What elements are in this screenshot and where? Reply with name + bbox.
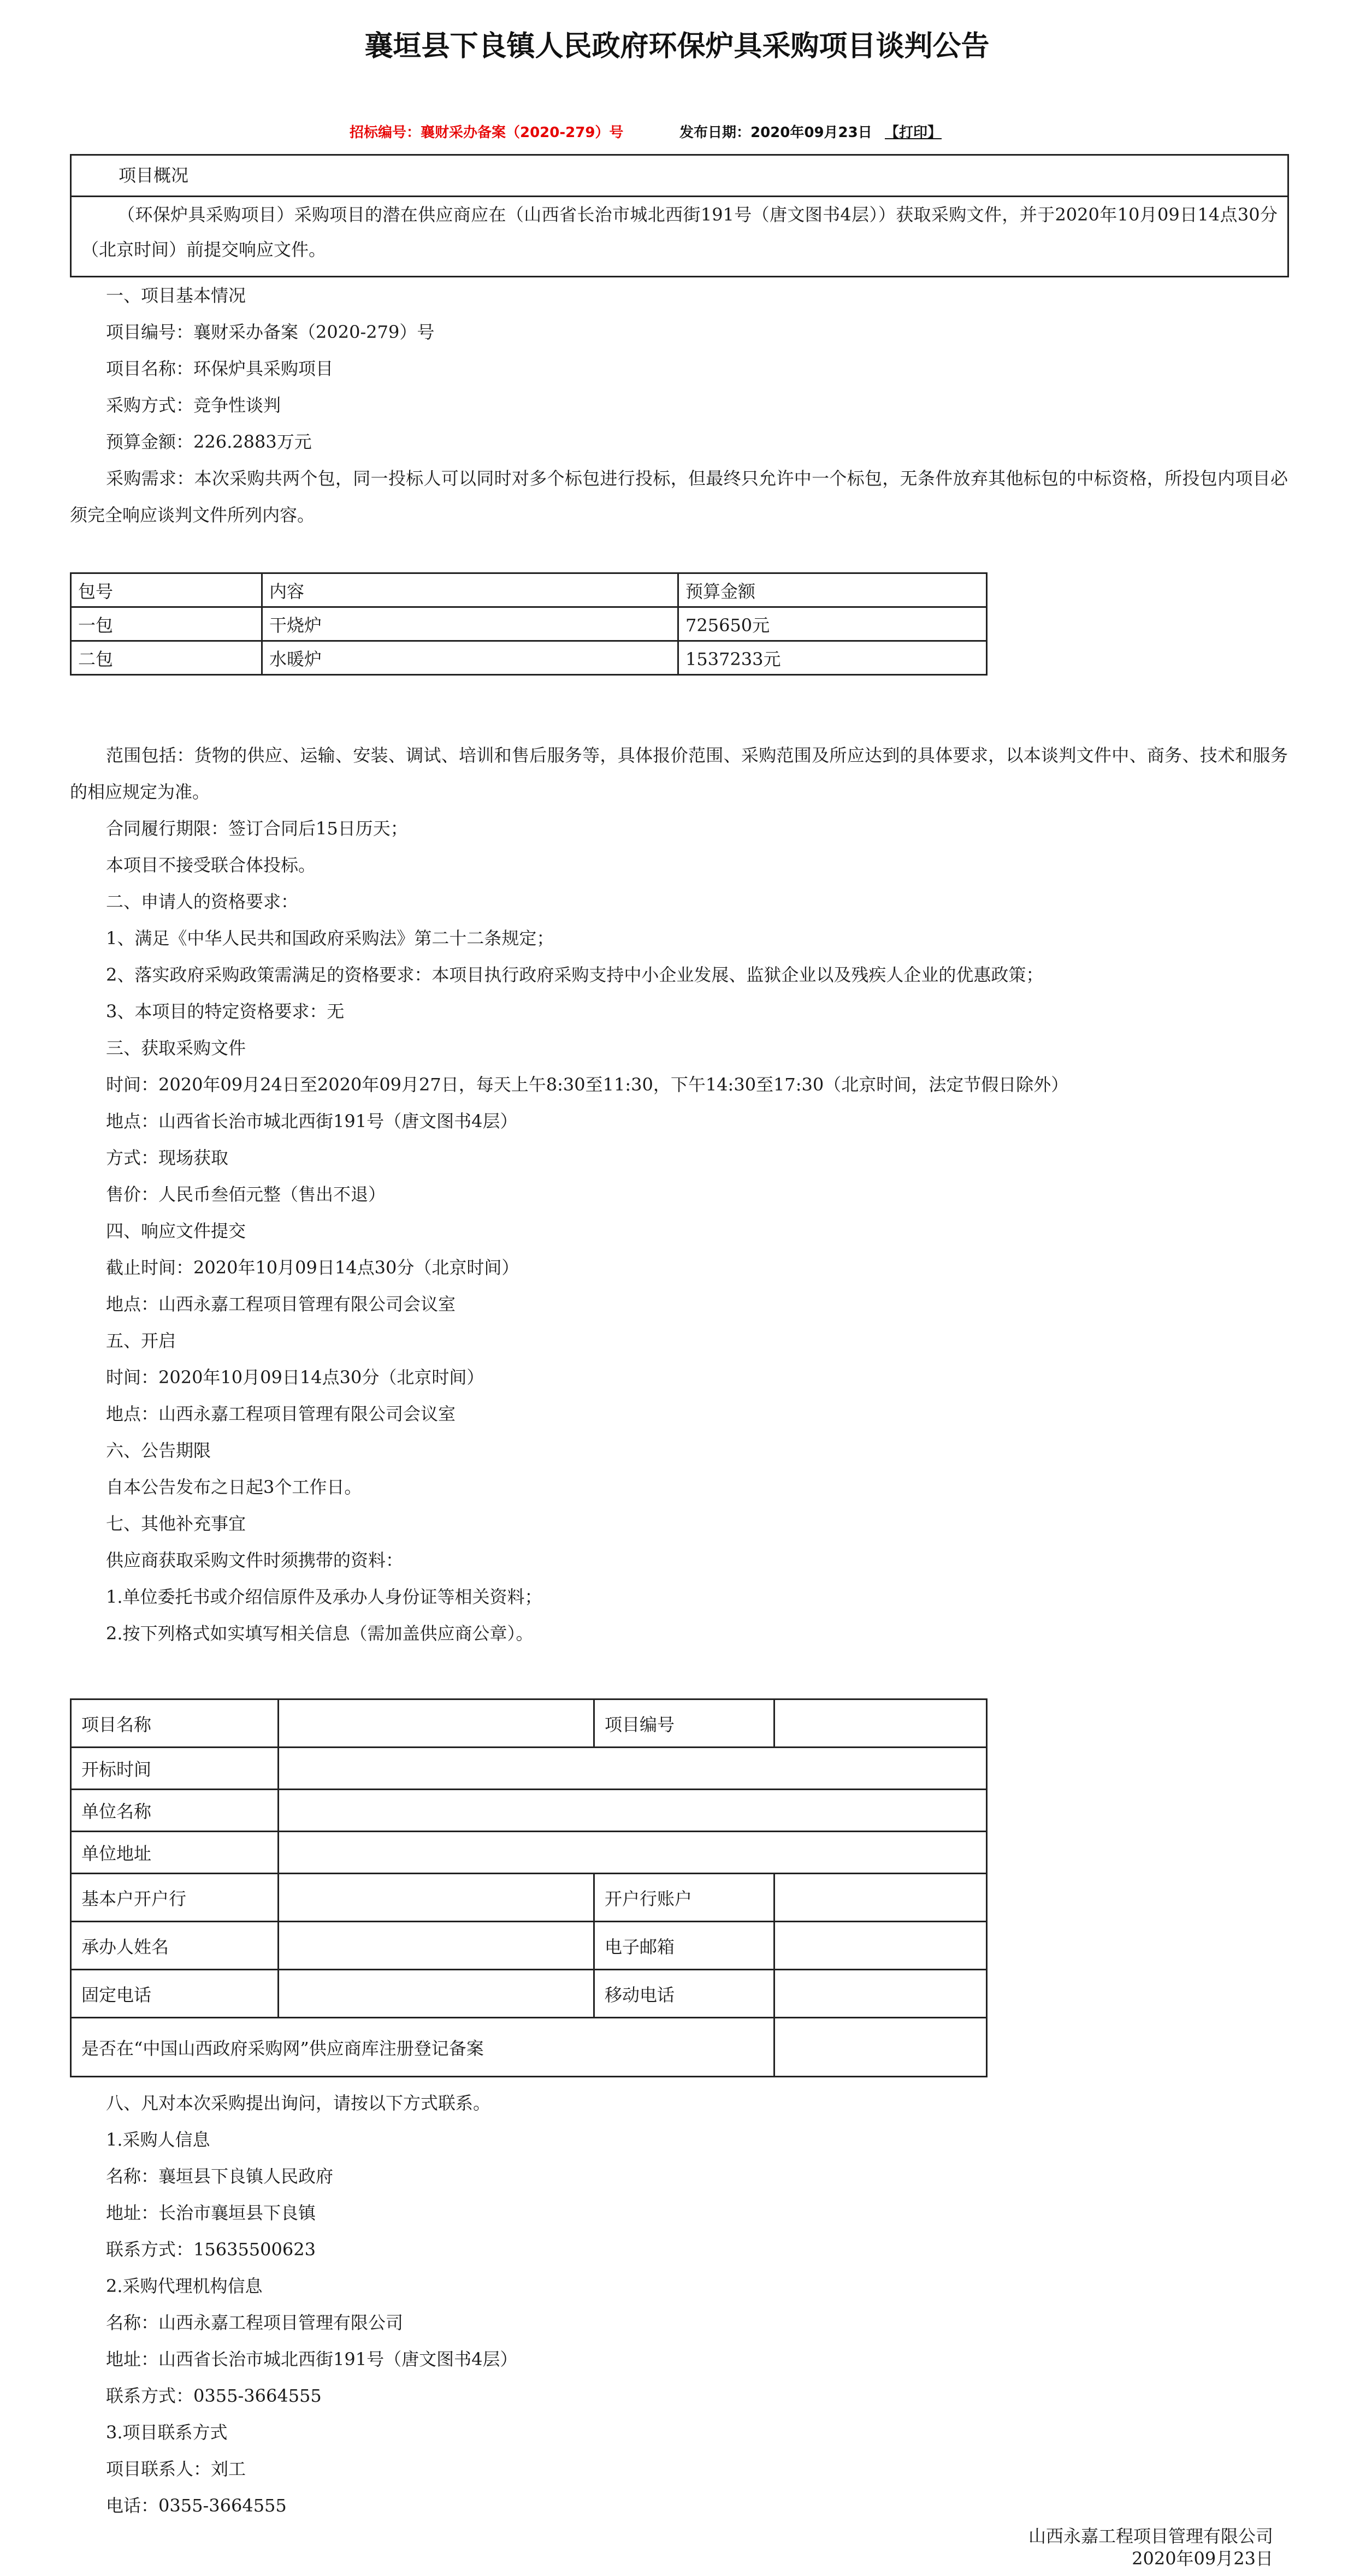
value-cell[interactable]: [279, 1748, 987, 1790]
paragraph: 项目联系人：刘工: [106, 2459, 246, 2479]
paragraph: 2、落实政府采购政策需满足的资格要求：本项目执行政府采购支持中小企业发展、监狱企业以及残疾人企业的优惠政策；: [106, 964, 1044, 985]
paragraph: 2.按下列格式如实填写相关信息（需加盖供应商公章）。: [106, 1623, 534, 1644]
label-cell: 基本户开户行: [71, 1874, 279, 1922]
paragraph: 地点：山西永嘉工程项目管理有限公司会议室: [106, 1404, 456, 1424]
value-cell[interactable]: [279, 1970, 594, 2018]
paragraph: 地点：山西永嘉工程项目管理有限公司会议室: [106, 1294, 456, 1314]
paragraph: 本项目不接受联合体投标。: [106, 855, 316, 875]
package-table: [70, 572, 988, 676]
section-heading: 七、其他补充事宜: [106, 1513, 246, 1534]
header-cell: 包号: [71, 573, 262, 607]
table-row: [71, 607, 987, 641]
section-heading: 三、获取采购文件: [106, 1038, 246, 1058]
project-name: 项目名称：环保炉具采购项目: [106, 358, 334, 379]
header-cell: 预算金额: [678, 573, 987, 607]
table-row: [71, 1874, 987, 1922]
label-cell: 承办人姓名: [71, 1922, 279, 1970]
value-cell[interactable]: [774, 1874, 987, 1922]
label-cell: 开户行账户: [594, 1874, 774, 1922]
value-cell[interactable]: [279, 1922, 594, 1970]
table-row: [71, 1970, 987, 2018]
paragraph: 1、满足《中华人民共和国政府采购法》第二十二条规定；: [106, 928, 554, 949]
print-link[interactable]: 【打印】: [885, 125, 942, 141]
section-heading: 八、凡对本次采购提出询问，请按以下方式联系。: [106, 2093, 491, 2113]
label-cell: 电子邮箱: [594, 1922, 774, 1970]
overview-heading: 项目概况: [72, 156, 1287, 197]
value-cell[interactable]: [279, 1874, 594, 1922]
paragraph: 3、本项目的特定资格要求：无: [106, 1001, 345, 1022]
section-heading: 一、项目基本情况: [106, 285, 246, 306]
procurement-method: 采购方式：竞争性谈判: [106, 395, 281, 416]
section-heading: 二、申请人的资格要求：: [106, 891, 299, 912]
paragraph: 联系方式：15635500623: [106, 2239, 316, 2260]
table-cell: 一包: [71, 607, 262, 641]
table-cell: 725650元: [678, 607, 987, 641]
table-row: [71, 1832, 987, 1874]
table-cell: 1537233元: [678, 641, 987, 675]
section-heading: 五、开启: [106, 1330, 176, 1351]
table-row: [71, 2018, 987, 2077]
value-cell[interactable]: [774, 1922, 987, 1970]
label-cell: 单位名称: [71, 1790, 279, 1832]
section-heading: 四、响应文件提交: [106, 1221, 246, 1241]
paragraph: 时间：2020年10月09日14点30分（北京时间）: [106, 1367, 484, 1388]
signature-date: 2020年09月23日: [1132, 2548, 1273, 2569]
paragraph: 方式：现场获取: [106, 1147, 229, 1168]
table-cell: 干烧炉: [262, 607, 678, 641]
table-row: [71, 1699, 987, 1748]
paragraph: 电话：0355-3664555: [106, 2495, 287, 2516]
paragraph: 2.采购代理机构信息: [106, 2276, 263, 2296]
label-cell: 项目名称: [71, 1699, 279, 1748]
project-number: 项目编号：襄财采办备案（2020-279）号: [106, 322, 435, 342]
paragraph: 3.项目联系方式: [106, 2422, 228, 2443]
paragraph: 1.单位委托书或介绍信原件及承办人身份证等相关资料；: [106, 1586, 542, 1607]
scope-text: 范围包括：货物的供应、运输、安装、调试、培训和售后服务等，具体报价范围、采购范围及所应达到的具体要求，以本谈判文件中、商务、技术和服务的相应规定为准。: [70, 745, 1288, 802]
tender-code: 招标编号：襄财采办备案（2020-279）号: [350, 125, 624, 141]
paragraph: 名称：襄垣县下良镇人民政府: [106, 2166, 334, 2187]
table-row: [71, 1922, 987, 1970]
label-cell: 固定电话: [71, 1970, 279, 2018]
paragraph: 1.采购人信息: [106, 2129, 210, 2150]
value-cell[interactable]: [774, 1970, 987, 2018]
table-row: [71, 1790, 987, 1832]
registration-table: [70, 1698, 988, 2077]
section-heading: 六、公告期限: [106, 1440, 211, 1461]
table-cell: 二包: [71, 641, 262, 675]
label-cell: 是否在“中国山西政府采购网”供应商库注册登记备案: [71, 2018, 774, 2077]
label-cell: 项目编号: [594, 1699, 774, 1748]
header-cell: 内容: [262, 573, 678, 607]
label-cell: 单位地址: [71, 1832, 279, 1874]
label-cell: 移动电话: [594, 1970, 774, 2018]
value-cell[interactable]: [279, 1699, 594, 1748]
table-header-row: [71, 573, 987, 607]
paragraph: 地址：长治市襄垣县下良镇: [106, 2202, 316, 2223]
paragraph: 截止时间：2020年10月09日14点30分（北京时间）: [106, 1257, 519, 1278]
publish-date: 发布日期：2020年09月23日: [679, 125, 872, 141]
paragraph: 合同履行期限：签订合同后15日历天；: [106, 818, 408, 839]
value-cell[interactable]: [774, 1699, 987, 1748]
value-cell[interactable]: [279, 1790, 987, 1832]
value-cell[interactable]: [774, 2018, 987, 2077]
paragraph: 自本公告发布之日起3个工作日。: [106, 1477, 362, 1497]
procurement-need: 采购需求：本次采购共两个包，同一投标人可以同时对多个标包进行投标，但最终只允许中一个标包，无条件放弃其他标包的中标资格，所投包内项目必须完全响应谈判文件所列内容。: [70, 468, 1288, 525]
overview-text: （环保炉具采购项目）采购项目的潜在供应商应在（山西省长治市城北西街191号（唐文图书4层））获取采购文件，并于2020年10月09日14点30分（北京时间）前提交响应文件。: [81, 204, 1278, 260]
paragraph: 售价：人民币叁佰元整（售出不退）: [106, 1184, 386, 1205]
paragraph: 地址：山西省长治市城北西街191号（唐文图书4层）: [106, 2349, 518, 2370]
paragraph: 名称：山西永嘉工程项目管理有限公司: [106, 2312, 404, 2333]
table-cell: 水暖炉: [262, 641, 678, 675]
page-title: 襄垣县下良镇人民政府环保炉具采购项目谈判公告: [364, 30, 990, 63]
table-row: [71, 641, 987, 675]
budget-amount: 预算金额：226.2883万元: [106, 431, 312, 452]
paragraph: 联系方式：0355-3664555: [106, 2385, 322, 2406]
paragraph: 时间：2020年09月24日至2020年09月27日，每天上午8:30至11:30，下午14:30至17:30（北京时间，法定节假日除外）: [106, 1074, 1069, 1095]
signature-company: 山西永嘉工程项目管理有限公司: [1028, 2526, 1273, 2547]
value-cell[interactable]: [279, 1832, 987, 1874]
overview-box: [70, 154, 1289, 277]
paragraph: 供应商获取采购文件时须携带的资料：: [106, 1550, 404, 1571]
paragraph: 地点：山西省长治市城北西街191号（唐文图书4层）: [106, 1111, 518, 1132]
notice-meta: [0, 121, 1354, 143]
label-cell: 开标时间: [71, 1748, 279, 1790]
table-row: [71, 1748, 987, 1790]
